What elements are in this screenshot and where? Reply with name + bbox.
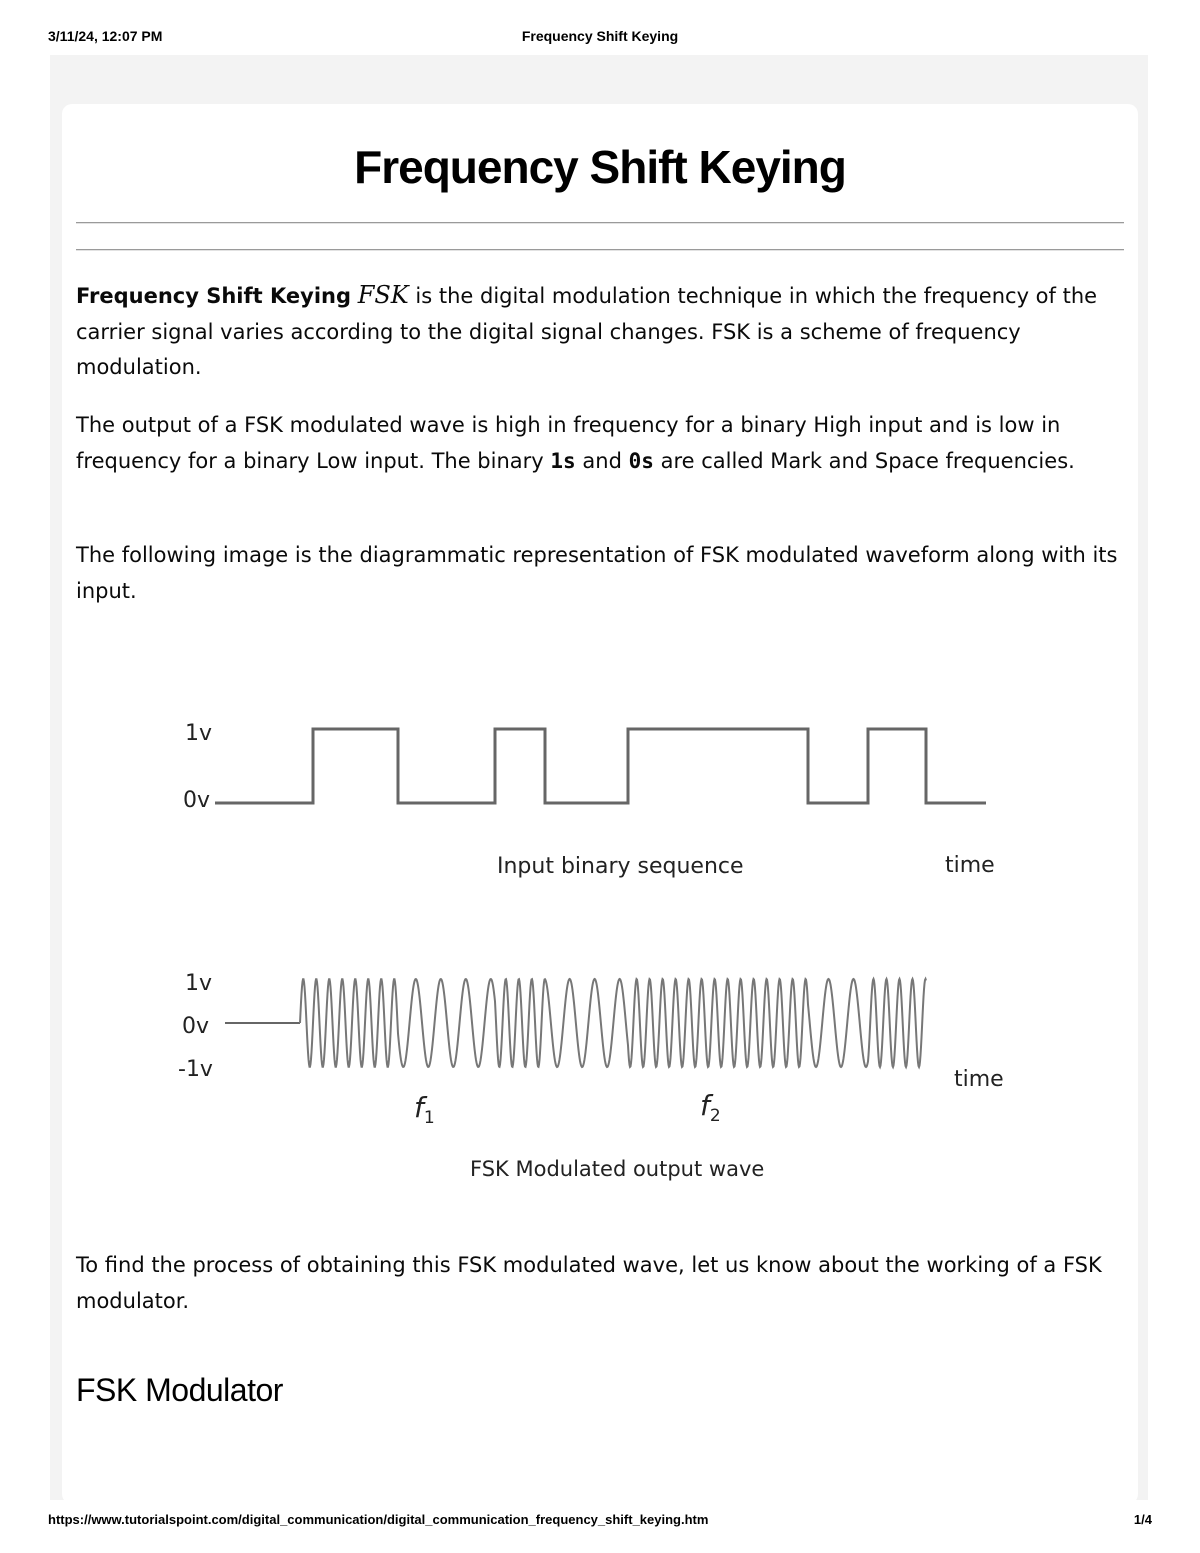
code-zeros: 0s <box>628 448 654 473</box>
output-caption: FSK Modulated output wave <box>470 1157 765 1181</box>
output-label-0v: 0v <box>182 1014 210 1039</box>
page-title: Frequency Shift Keying <box>354 141 846 193</box>
fsk-output-waveform <box>300 979 926 1067</box>
print-date: 3/11/24, 12:07 PM <box>48 28 163 44</box>
input-label-0v: 0v <box>183 788 211 813</box>
intro-paragraph <box>76 278 1126 386</box>
section-heading-fsk-modulator: FSK Modulator <box>76 1372 283 1408</box>
title-divider-bottom <box>76 249 1124 251</box>
input-time-label: time <box>945 853 995 878</box>
intro-text: is the digital modulation technique in which the frequency of the carrier signal varies according to the digital signal changes. FSK is a scheme of frequency modulation. <box>76 284 1098 379</box>
title-divider-top <box>76 222 1124 224</box>
mark-space-text-c: are called Mark and Space frequencies. <box>660 448 1075 473</box>
output-label-1v: 1v <box>185 971 213 996</box>
print-url: https://www.tutorialspoint.com/digital_communication/digital_communication_frequency_shift_keying.htm <box>48 1512 709 1527</box>
mark-space-text-a: The output of a FSK modulated wave is high in frequency for a binary High input and is low in frequency for a binary Low input. The binary <box>76 413 1061 473</box>
input-binary-waveform <box>215 729 986 803</box>
print-doc-title: Frequency Shift Keying <box>521 28 679 44</box>
print-header <box>48 28 1152 48</box>
f1-label: $f_1$ <box>414 1091 435 1128</box>
f2-label: $f_2$ <box>700 1089 721 1126</box>
output-time-label: time <box>954 1067 1004 1092</box>
code-ones: 1s <box>550 448 576 473</box>
modulator-intro-paragraph: To find the process of obtaining this FSK modulated wave, let us know about the working of a FSK modulator. <box>76 1253 1102 1313</box>
output-label-neg1v: -1v <box>178 1057 213 1082</box>
input-caption: Input binary sequence <box>497 854 744 879</box>
fsk-diagram <box>160 700 1040 1200</box>
term-bold: Frequency Shift Keying <box>76 284 351 308</box>
mark-space-text-b: and <box>582 448 622 473</box>
page-number: 1/4 <box>1133 1512 1152 1527</box>
fsk-math: FSK <box>357 281 409 309</box>
diagram-intro-paragraph: The following image is the diagrammatic representation of FSK modulated waveform along with its input. <box>76 543 1118 603</box>
mark-space-paragraph <box>76 408 1126 479</box>
print-footer <box>48 1512 1152 1532</box>
input-label-1v: 1v <box>185 721 213 746</box>
